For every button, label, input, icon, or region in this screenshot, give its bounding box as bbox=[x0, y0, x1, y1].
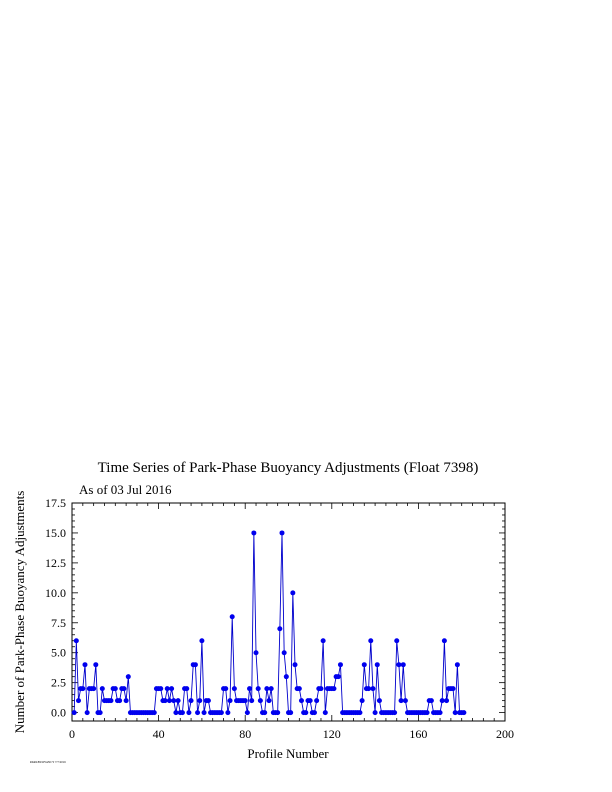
data-point bbox=[189, 698, 194, 703]
data-point bbox=[206, 698, 211, 703]
x-tick-label: 80 bbox=[239, 727, 252, 741]
data-point bbox=[230, 614, 235, 619]
data-point bbox=[264, 686, 269, 691]
data-point bbox=[314, 698, 319, 703]
data-point bbox=[377, 698, 382, 703]
data-point bbox=[368, 638, 373, 643]
data-point bbox=[184, 686, 189, 691]
data-point bbox=[425, 710, 430, 715]
x-tick-label: 120 bbox=[322, 727, 341, 741]
data-point bbox=[165, 686, 170, 691]
data-point bbox=[399, 698, 404, 703]
y-tick-label: 10.0 bbox=[45, 585, 66, 600]
data-point bbox=[392, 710, 397, 715]
x-tick-label: 160 bbox=[409, 727, 428, 741]
data-point bbox=[303, 710, 308, 715]
data-point bbox=[74, 638, 79, 643]
data-point bbox=[245, 710, 250, 715]
data-point bbox=[199, 638, 204, 643]
data-point bbox=[312, 710, 317, 715]
y-tick-label: 0.0 bbox=[51, 705, 66, 720]
data-point bbox=[277, 626, 282, 631]
data-point bbox=[318, 686, 323, 691]
data-point bbox=[180, 710, 185, 715]
data-point bbox=[173, 710, 178, 715]
data-point bbox=[373, 710, 378, 715]
data-point bbox=[366, 686, 371, 691]
data-point bbox=[429, 698, 434, 703]
data-point bbox=[225, 710, 230, 715]
data-point bbox=[338, 662, 343, 667]
data-point bbox=[167, 698, 172, 703]
plot-frame bbox=[72, 503, 505, 721]
data-point bbox=[258, 698, 263, 703]
data-point bbox=[72, 710, 77, 715]
data-point bbox=[440, 698, 445, 703]
y-tick-label: 17.5 bbox=[45, 496, 66, 510]
data-point bbox=[232, 686, 237, 691]
data-point bbox=[251, 530, 256, 535]
x-tick-label: 200 bbox=[496, 727, 514, 741]
x-axis-label: Profile Number bbox=[247, 746, 329, 761]
data-point bbox=[461, 710, 466, 715]
data-point bbox=[370, 686, 375, 691]
data-point bbox=[323, 710, 328, 715]
data-point bbox=[85, 710, 90, 715]
chart-title: Time Series of Park-Phase Buoyancy Adjustments (Float 7398) bbox=[97, 460, 479, 476]
data-point bbox=[249, 698, 254, 703]
data-point bbox=[113, 686, 118, 691]
data-point bbox=[82, 662, 87, 667]
data-point bbox=[451, 686, 456, 691]
data-point bbox=[158, 686, 163, 691]
data-point bbox=[262, 710, 267, 715]
data-point bbox=[357, 710, 362, 715]
data-point bbox=[100, 686, 105, 691]
data-point bbox=[163, 698, 168, 703]
data-point bbox=[202, 710, 207, 715]
data-point bbox=[223, 686, 228, 691]
data-point bbox=[193, 662, 198, 667]
data-point bbox=[438, 710, 443, 715]
data-point bbox=[254, 650, 259, 655]
data-point bbox=[336, 674, 341, 679]
data-point bbox=[152, 710, 157, 715]
y-tick-label: 2.5 bbox=[51, 675, 66, 690]
data-point bbox=[290, 590, 295, 595]
data-point bbox=[375, 662, 380, 667]
series-line bbox=[74, 533, 464, 713]
data-point bbox=[396, 662, 401, 667]
data-point bbox=[275, 710, 280, 715]
data-point bbox=[176, 698, 181, 703]
data-point bbox=[126, 674, 131, 679]
data-point bbox=[455, 662, 460, 667]
data-point bbox=[76, 698, 81, 703]
data-point bbox=[269, 686, 274, 691]
chart-subtitle: As of 03 Jul 2016 bbox=[79, 482, 172, 497]
data-point bbox=[360, 698, 365, 703]
y-tick-label: 5.0 bbox=[51, 645, 66, 660]
data-point bbox=[228, 698, 233, 703]
data-point bbox=[403, 698, 408, 703]
data-point bbox=[308, 698, 313, 703]
data-point bbox=[108, 698, 113, 703]
data-point bbox=[293, 662, 298, 667]
data-point bbox=[243, 698, 248, 703]
data-point bbox=[117, 698, 122, 703]
data-point bbox=[256, 686, 261, 691]
data-point bbox=[453, 710, 458, 715]
data-markers bbox=[72, 530, 467, 715]
data-point bbox=[288, 710, 293, 715]
data-point bbox=[186, 710, 191, 715]
data-point bbox=[124, 698, 129, 703]
data-point bbox=[91, 686, 96, 691]
data-point bbox=[282, 650, 287, 655]
x-tick-label: 40 bbox=[152, 727, 165, 741]
y-tick-label: 7.5 bbox=[51, 615, 66, 630]
data-point bbox=[98, 710, 103, 715]
data-point bbox=[394, 638, 399, 643]
data-point bbox=[219, 710, 224, 715]
axis-ticks bbox=[72, 503, 505, 721]
data-point bbox=[121, 686, 126, 691]
y-tick-label: 12.5 bbox=[45, 555, 66, 570]
x-tick-label: 0 bbox=[69, 727, 75, 741]
data-point bbox=[171, 698, 176, 703]
data-point bbox=[401, 662, 406, 667]
data-point bbox=[444, 698, 449, 703]
data-point bbox=[267, 698, 272, 703]
y-axis-label: Number of Park-Phase Buoyancy Adjustments bbox=[12, 490, 27, 734]
data-point bbox=[197, 698, 202, 703]
tick-labels bbox=[45, 496, 514, 741]
y-tick-label: 15.0 bbox=[45, 525, 66, 540]
data-point bbox=[195, 710, 200, 715]
data-point bbox=[93, 662, 98, 667]
data-point bbox=[331, 686, 336, 691]
footer-stamp: PARKBUOYANCY 7/7/2016 bbox=[30, 760, 66, 764]
data-point bbox=[247, 686, 252, 691]
data-point bbox=[442, 638, 447, 643]
data-point bbox=[80, 686, 85, 691]
data-point bbox=[297, 686, 302, 691]
data-point bbox=[299, 698, 304, 703]
data-point bbox=[362, 662, 367, 667]
data-point bbox=[280, 530, 285, 535]
data-point bbox=[321, 638, 326, 643]
data-point bbox=[284, 674, 289, 679]
data-point bbox=[169, 686, 174, 691]
